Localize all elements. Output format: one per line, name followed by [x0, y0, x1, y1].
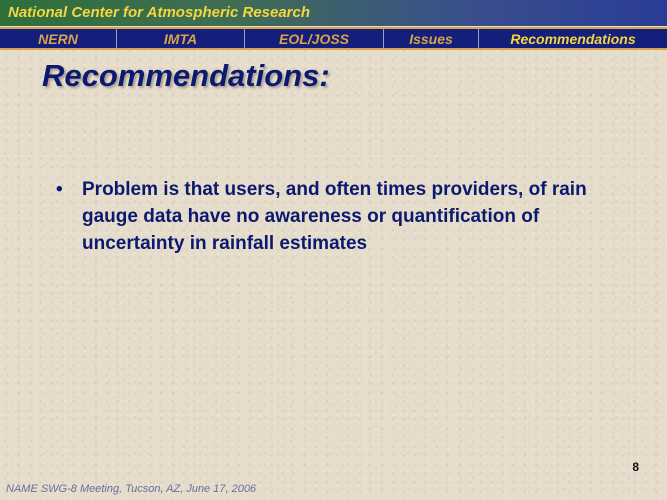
bullet-marker: •: [56, 179, 63, 200]
bullet-item: [56, 176, 616, 257]
footer-meeting-info: NAME SWG-8 Meeting, Tucson, AZ, June 17, 2006: [6, 483, 257, 495]
nav-item-issues[interactable]: Issues: [384, 29, 479, 48]
page-number: 8: [632, 460, 639, 474]
header-bar: [0, 0, 667, 26]
nav-item-nern[interactable]: NERN: [0, 29, 117, 48]
nav-item-recommendations[interactable]: Recommendations: [510, 30, 636, 47]
bullet-list: [56, 176, 616, 257]
nav-item-eol-joss[interactable]: EOL/JOSS: [245, 29, 384, 48]
bullet-text: Problem is that users, and often times providers, of rain gauge data have no awareness or quantification of uncertainty in rainfall estimates: [82, 179, 587, 254]
section-nav-bar: [0, 27, 667, 50]
nav-item-imta[interactable]: IMTA: [117, 29, 245, 48]
organization-title: National Center for Atmospheric Research: [8, 4, 311, 21]
slide-title: Recommendations:: [42, 58, 330, 93]
